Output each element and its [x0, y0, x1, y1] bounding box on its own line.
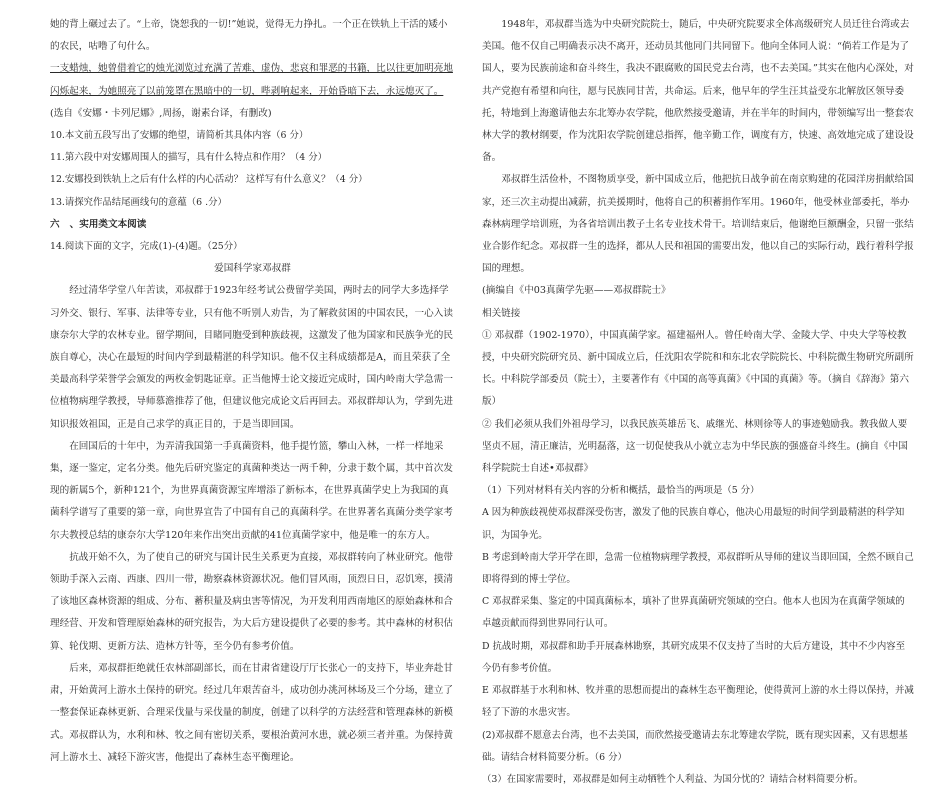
question-14: 14.阅读下面的文字，完成(1)-(4)题。（25分）: [50, 241, 243, 253]
option-e: E 邓叔群基于水利和林、牧并重的思想而提出的森林生态平衡理论，使得黄河上游的水土得以保持，并减轻了下游的水患灾害。: [482, 685, 914, 719]
article-paragraph: 邓叔群生活俭朴，不图物质享受，新中国成立后，他把抗日战争前在南京购建的花园洋房捐献给国家，还三次主动提出减薪，抗美援期时，他将自己的积蓄捐作军用。1960年，他受林业部委托，举办森林病理学培训班，为各省培训出教子土名专业技术骨干。培训结束后，他谢绝巨额酬金，只留一张结业合影作纪念。邓叔群一生的选择，都从人民和祖国的需要出发，他以自己的实际行动，践行着科学报国的理想。: [482, 174, 914, 275]
right-column: [482, 14, 914, 791]
question-12: 12.安娜投到铁轨上之后有什么样的内心活动？ 这样写有什么意义？（4 分）: [50, 174, 368, 186]
sub-question-1: （1）下列对材料有关内容的分析和概括，最恰当的两项是（5 分）: [482, 485, 760, 497]
article-paragraph: 经过清华学堂八年苦读，邓叔群于1923年经考试公费留学美国，两时去的同学大多选择学习外交、银行、军事、法律等专业，只有他不听别人劝告，为了解救贫困的中国农民，一心入读康奈尔大学的农林专业。留学期间，目睹同胞受到种族歧视，这激发了他为国家和民族争光的民族自尊心，决心在最短的时间内学到最精湛的科学知识。他不仅主科成绩都是A，而且荣获了全美最高科学荣誉学会颁发的两枚金钥匙证章。正当他博士论文接近完成时，国内岭南大学急需一位植物病理学教授，导师慕澹推荐了他，但建议他完成论文后再回去。邓叔群却认为，学到先进知识报效祖国，正是自己求学的真正目的，于是当即回国。: [50, 285, 453, 430]
related-link-2: ② 我们必须从我们外祖母学习，以我民族英雄岳飞、戚继光、林则徐等人的事迹勉励我。教我做人要坚贞不屈，清正廉洁，光明磊落，这一切促使我从小就立志为中华民族的强盛奋斗终生。(摘自《中国科学院院士自述•邓叔群》: [482, 418, 908, 475]
article-title: 爱国科学家邓叔群: [214, 263, 291, 275]
sub-question-2: (2)邓叔群不愿意去台湾，也不去美国，而欣然接受邀请去东北筹建农学院，既有现实因素，又有思想基础。请结合材料简要分析。（6 分）: [482, 729, 908, 763]
section-title: 、实用类文本阅读: [69, 218, 147, 230]
related-link-1: ① 邓叔群（1902-1970），中国真菌学家。福建福州人。曾任岭南大学、金陵大学、中央大学等校教授，中央研究院研究员、新中国成立后，任沈阳农学院和和东北农学院院长、中科院微生物研究所副所长。中科院学部委员（院士），主要著作有《中国的高等真菌》《中国的真菌》等。（摘自《辞海》第六版）: [482, 329, 914, 408]
related-links-heading: 相关链接: [482, 307, 521, 319]
underlined-sentence: 一支蜡烛，她曾借着它的烛光浏览过充满了苦难、虚伪、悲哀和罪恶的书籍，比以往更加明亮地闪烁起来，为她照亮了以前笼罩在黑暗中的一切，哔剥响起来，开始昏暗下去，永远熄灭了。: [50, 63, 453, 97]
passage-paragraph: 她的背上碾过去了。“上帝，饶恕我的一切!”她说，觉得无力挣扎。一个正在铁轨上干活的矮小的农民，咕噜了句什么。: [50, 19, 448, 53]
source-note: (摘编自《中03真菌学先驱——邓叔群院士》: [482, 285, 671, 297]
article-paragraph: 1948年，邓叔群当选为中央研究院院士，随后，中央研究院要求全体高级研究人员迁往台湾或去美国。他不仅自己明确表示决不离开，还动员其他同门共同留下。他向全体同人说：“倘若工作是为了国人，要为民族前途和奋斗终生，我决不跟腐败的国民党去台湾，也不去美国。”其实在他内心深处，对共产党抱有希望和向往，愿与民族同甘苦，共命运。后来，他早年的学生汪其益受东北解放区领导委托，特地到上海邀请他去东北筹办农学院，他欣然接受邀请，并在半年的时间内，带领编写出一整套农林大学的教材纲要，作为沈阳农学院创建总指挥，他辛勤工作，调度有方，快速、高效地完成了建设设备。: [482, 19, 914, 164]
option-c: C 邓叔群采集、鉴定的中国真菌标本，填补了世界真菌研究领域的空白。他本人也因为在真菌学领域的卓越贡献而得到世界同行认可。: [482, 596, 905, 630]
article-paragraph: 后来，邓叔群拒绝就任农林部副部长，而在甘肃省建设厅厅长张心一的支持下，毕业奔赴甘肃，开始黄河上游水土保持的研究。经过几年艰苦奋斗，成功创办洮河林场及三个分场，建立了一整套保证森林更新、合理采伐量与采伐量的制度，创建了以科学的方法经营和管理森林的新模式。邓叔群认为，水利和林、牧之间有密切关系，要根治黄河水患，就必须三者并重。为保持黄河上游水土、减轻下游灾害，他提出了森林生态平衡理论。: [50, 662, 453, 763]
source-note: (选自《安娜・卡列尼娜》,周扬，谢素台译，有删改): [50, 107, 272, 119]
question-10: 10.本文前五段写出了安娜的绝望，请简析其具体内容（6 分）: [50, 130, 309, 142]
article-paragraph: 抗战开始不久，为了使自己的研究与国计民生关系更为直接，邓叔群转向了林业研究。他带领助手深入云南、西康、四川一带，勘察森林资源状况。他们冒风雨，顶烈日日，忍饥寒，摸清了该地区森林资源的组成、分布、蓄积量及病虫害等情况，为开发利用西南地区的原始森林和合理经营、开发和管理原始森林的研究报告，为大后方建设提供了必要的参考。其中森林的材积估算、轮伐期、更新方法、造林方针等，至今仍有参考价值。: [50, 551, 453, 652]
left-column: [50, 14, 455, 769]
option-d: D 抗战时期，邓叔群和助手开展森林勘察，其研究成果不仅支持了当时的大后方建设，其中不少内容至今仍有参考价值。: [482, 640, 906, 674]
sub-question-3: （3）在国家需要时，邓叔群是如何主动牺牲个人利益、为国分忧的？请结合材料简要分析。: [482, 773, 863, 785]
section-heading: [50, 214, 455, 236]
option-b: B 考虑到岭南大学开学在即，急需一位植物病理学教授，邓叔群听从导师的建议当即回国，全然不顾自己即将得到的博士学位。: [482, 551, 914, 586]
option-a: A 因为种族歧视使邓叔群深受伤害，激发了他的民族自尊心，他决心用最短的时间学到最精湛的科学知识，为国争光。: [482, 507, 905, 541]
question-11: 11.第六段中对安娜周围人的描写，具有什么特点和作用？（4 分）: [50, 152, 327, 164]
article-paragraph: 在回国后的十年中，为弄清我国第一手真菌资料，他手提竹篮，攀山入林，一样一样地采集，逐一鉴定，定名分类。他先后研究鉴定的真菌种类达一两千种，分隶于数个属，其中首次发现的新属5个，新种121个，为世界真菌资源宝库增添了新标本，在世界真菌学史上为我国的真菌科学谱写了重要的第一章，向世界宣告了中国有自己的真菌科学。在世界著名真菌分类学家考尔夫教授总结的康奈尔大学120年来作出突出贡献的41位真菌学家中，他是唯一的东方人。: [50, 440, 453, 541]
question-13: 13.请探究作品结尾画线句的意蕴（6 .分）: [50, 196, 227, 208]
section-number: 六: [50, 218, 60, 230]
